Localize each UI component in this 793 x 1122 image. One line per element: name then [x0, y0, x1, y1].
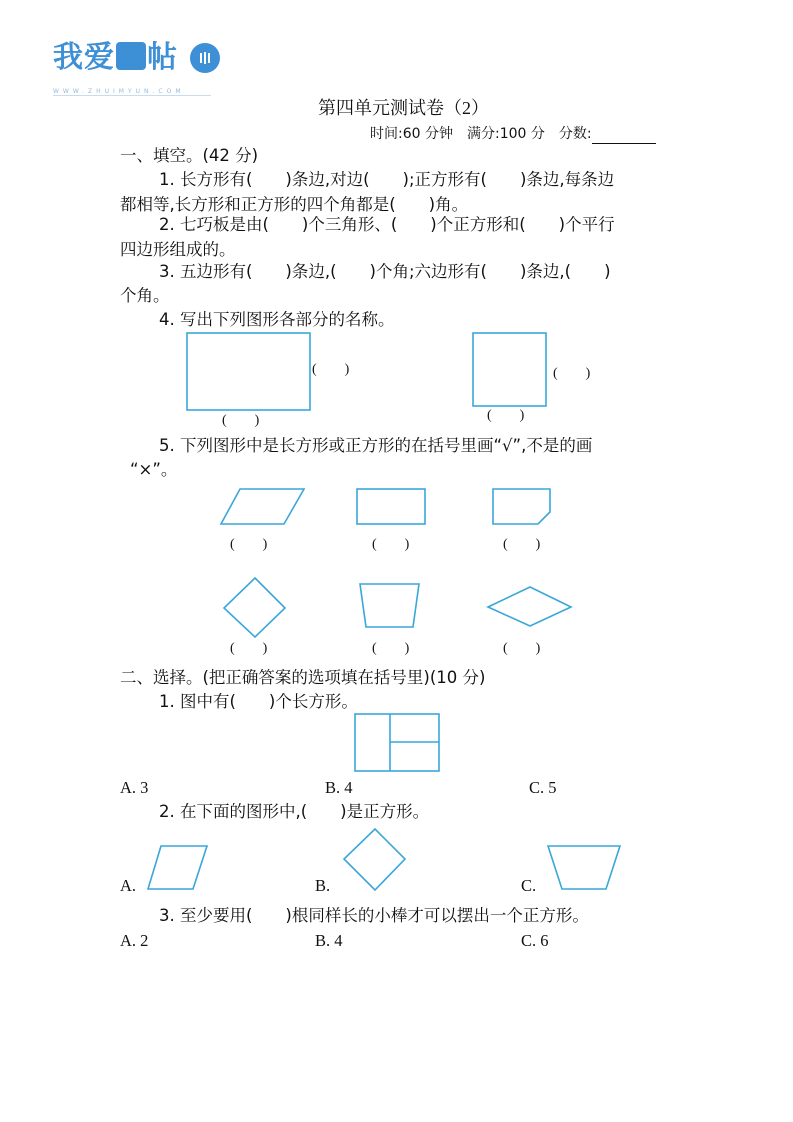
paren-rect-side[interactable]: ( ): [312, 362, 350, 377]
paren-rect-bottom[interactable]: ( ): [222, 413, 260, 428]
paren-q5-6[interactable]: ( ): [503, 641, 541, 656]
paren-q5-1[interactable]: ( ): [230, 537, 268, 552]
page-title: 第四单元测试卷（2）: [318, 98, 489, 118]
parallelogram-figure: [220, 488, 306, 526]
s2-q3-option-b[interactable]: B. 4: [315, 931, 343, 950]
option-c-trapezoid: [547, 845, 622, 891]
q2-line-2: 四边形组成的。: [120, 240, 236, 259]
score-blank[interactable]: [592, 128, 656, 144]
logo-text: 我爱: [53, 40, 115, 75]
paren-q5-4[interactable]: ( ): [230, 641, 268, 656]
s2-q1-option-c[interactable]: C. 5: [529, 778, 557, 797]
q3-line-2: 个角。: [120, 286, 170, 305]
diamond-square-figure: [223, 577, 287, 639]
rhombus-figure: [487, 586, 573, 628]
paren-square-bottom[interactable]: ( ): [487, 408, 525, 423]
paren-q5-3[interactable]: ( ): [503, 537, 541, 552]
q2-line-1: 2. 七巧板是由( )个三角形、( )个正方形和( )个平行: [159, 215, 615, 234]
logo-url: WWW.ZHUIMYUN.COM: [53, 88, 185, 95]
rectangle-figure: [186, 332, 312, 412]
rectangle-count-figure: [354, 713, 441, 773]
s2-q2-option-c[interactable]: C.: [521, 876, 537, 895]
trapezoid-figure: [359, 583, 421, 629]
logo-divider: [53, 95, 211, 96]
q4-text: 4. 写出下列图形各部分的名称。: [159, 310, 395, 329]
q1-line-2: 都相等,长方形和正方形的四个角都是( )角。: [120, 195, 469, 214]
paren-square-side[interactable]: ( ): [553, 366, 591, 381]
section-2-heading: 二、选择。(把正确答案的选项填在括号里)(10 分): [120, 668, 486, 687]
s2-q2-option-a[interactable]: A.: [120, 876, 137, 895]
s2-q1-option-b[interactable]: B. 4: [325, 778, 353, 797]
s2-q2-option-b[interactable]: B.: [315, 876, 331, 895]
paren-q5-5[interactable]: ( ): [372, 641, 410, 656]
q3-line-1: 3. 五边形有( )条边,( )个角;六边形有( )条边,( ): [159, 262, 611, 281]
s2-q1-option-a[interactable]: A. 3: [120, 778, 149, 797]
logo: [53, 40, 178, 76]
s2-q3-option-c[interactable]: C. 6: [521, 931, 549, 950]
cut-corner-rectangle-figure: [492, 488, 552, 526]
logo-mark-icon: [116, 42, 146, 70]
s2-q3-option-a[interactable]: A. 2: [120, 931, 149, 950]
rectangle-figure-2: [356, 488, 427, 526]
exam-meta-text: 时间:60 分钟 满分:100 分 分数:: [370, 126, 592, 142]
q1-line-1: 1. 长方形有( )条边,对边( );正方形有( )条边,每条边: [159, 170, 615, 189]
logo-text-2: 帖: [147, 40, 178, 75]
square-figure: [472, 332, 548, 408]
q5-line-2: “×”。: [130, 460, 178, 479]
option-b-square: [343, 828, 407, 892]
exam-meta: [370, 124, 656, 144]
option-a-parallelogram: [147, 845, 209, 891]
s2-q1-text: 1. 图中有( )个长方形。: [159, 692, 358, 711]
q5-line-1: 5. 下列图形中是长方形或正方形的在括号里画“√”,不是的画: [159, 436, 593, 455]
paren-q5-2[interactable]: ( ): [372, 537, 410, 552]
logo-badge-icon: [190, 43, 220, 73]
section-1-heading: 一、填空。(42 分): [120, 146, 259, 165]
s2-q3-text: 3. 至少要用( )根同样长的小棒才可以摆出一个正方形。: [159, 906, 589, 925]
s2-q2-text: 2. 在下面的图形中,( )是正方形。: [159, 802, 430, 821]
